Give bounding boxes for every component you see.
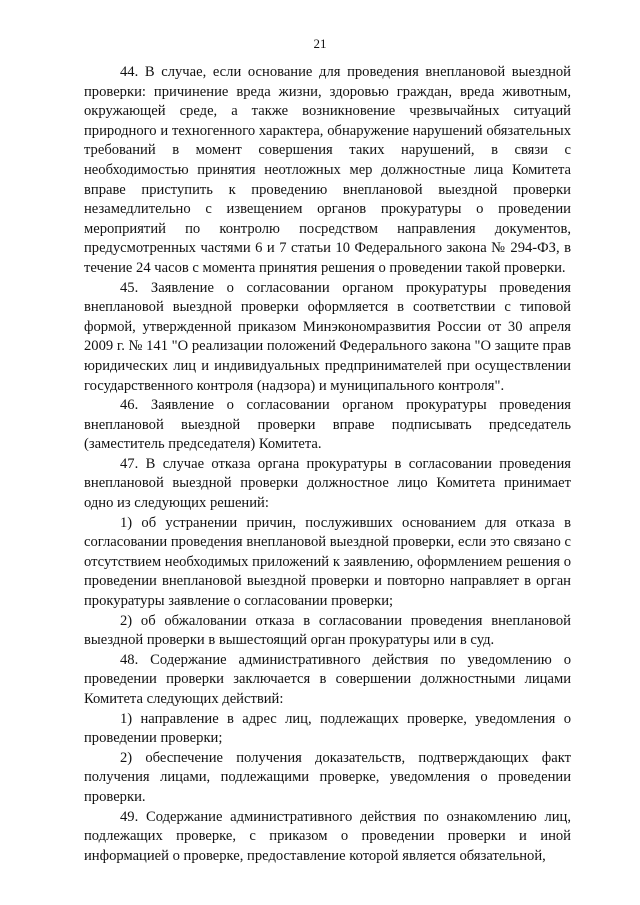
paragraph-45: 45. Заявление о согласовании органом прокуратуры проведения внеплановой выездной проверки оформляется в соответствии с типовой формой, утвержденной приказом Минэкономразвития России от 30 апреля 2009 г. № 141 "О реализации положений Федерального закона "О защите прав юридических лиц и индивидуальных предпринимателей при осуществлении государственного контроля (надзора) и муниципального контроля". <box>84 279 571 394</box>
paragraph-46: 46. Заявление о согласовании органом прокуратуры проведения внеплановой выездной проверки вправе подписывать председатель (заместитель председателя) Комитета. <box>84 397 571 453</box>
paragraph-47-item-2: 2) об обжаловании отказа в согласовании проведения внеплановой выездной проверки в вышестоящий орган прокуратуры или в суд. <box>84 612 571 649</box>
paragraph-47: 47. В случае отказа органа прокуратуры в согласовании проведения внеплановой выездной проверки должностное лицо Комитета принимает одно из следующих решений: <box>84 455 571 512</box>
paragraph-49: 49. Содержание административного действия по ознакомлению лиц, подлежащих проверке, с приказом о проведении проверки и иной информацией о проверке, предоставление которой является обязательной, <box>84 808 571 864</box>
paragraph-47-item-1: 1) об устранении причин, послуживших основанием для отказа в согласовании проведения внеплановой выездной проверки, если это связано с отсутствием необходимых приложений к заявлению, оформлением решения о проведении внеплановой выездной проверки и повторно направляет в орган прокуратуры заявление о согласовании проверки; <box>84 514 571 610</box>
paragraph-48-item-2: 2) обеспечение получения доказательств, подтверждающих факт получения лицами, подлежащими проверке, уведомления о проведении проверки. <box>84 749 571 805</box>
paragraph-48-item-1: 1) направление в адрес лиц, подлежащих проверке, уведомления о проведении проверки; <box>84 710 571 747</box>
paragraph-44: 44. В случае, если основание для проведения внеплановой выездной проверки: причинение вреда жизни, здоровью граждан, вреда животным, окружающей среде, а также возникновение чрезвычайных ситуаций природного и техногенного характера, обнаружение нарушений обязательных требований в момент совершения таких нарушений, в связи с необходимостью принятия неотложных мер должностные лица Комитета вправе приступить к проведению внеплановой выездной проверки незамедлительно с извещением органов прокуратуры о проведении мероприятий по контролю посредством направления документов, предусмотренных частями 6 и 7 статьи 10 Федерального закона № 294-ФЗ, в течение 24 часов с момента принятия решения о проведении такой проверки. <box>84 64 571 276</box>
page-number: 21 <box>313 36 327 51</box>
paragraph-48: 48. Содержание административного действия по уведомлению о проведении проверки заключается в совершении должностными лицами Комитета следующих действий: <box>84 651 571 707</box>
document-body <box>84 63 571 866</box>
